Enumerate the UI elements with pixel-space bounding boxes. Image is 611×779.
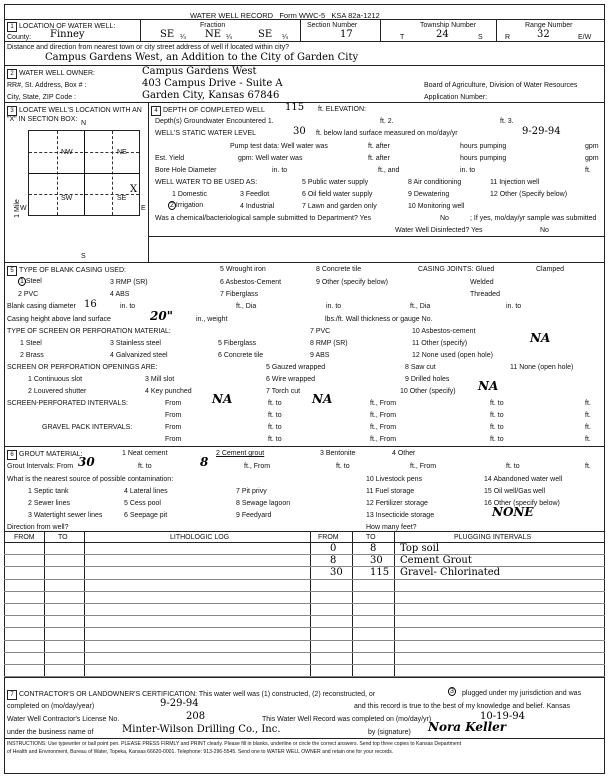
distance-value[interactable]: Campus Gardens West, an Addition to the City of Garden City: [45, 52, 359, 63]
yield-gpm: gpm: Well water was: [238, 155, 303, 162]
use-11[interactable]: 11 Injection well: [490, 179, 540, 186]
range-r: R: [505, 34, 511, 41]
near-11[interactable]: 11 Fuel storage: [366, 488, 415, 495]
grid-mile: 1 Mile: [13, 199, 21, 218]
depth-label: 4 DEPTH OF COMPLETED WELL: [151, 106, 265, 116]
true-label: and this record is true to the best of my knowledge and belief. Kansas: [354, 703, 570, 710]
diam-ftdia2: ft., Dia: [410, 303, 431, 310]
spi-label: SCREEN-PERFORATED INTERVALS:: [7, 400, 128, 407]
rule: [84, 531, 85, 677]
log-lith-header: LITHOLOGIC LOG: [170, 534, 230, 541]
business-value[interactable]: Minter-Wilson Drilling Co., Inc.: [122, 724, 281, 735]
form-title: WATER WELL RECORD Form WWC-5 KSA 82a-1212: [190, 11, 380, 20]
screen-na[interactable]: NA: [530, 331, 551, 345]
grout-ftto3: ft. to: [506, 463, 520, 470]
log-to-header: TO: [58, 534, 68, 541]
log-to2-header: TO: [366, 534, 376, 541]
spi-ftfrom: ft., From: [370, 400, 397, 407]
rule: [310, 531, 311, 677]
rule: [352, 531, 353, 677]
direction-label: Direction from well?: [7, 524, 69, 531]
license-label: Water Well Contractor's License No.: [7, 716, 120, 723]
screen-8[interactable]: 8 RMP (SR): [310, 340, 348, 347]
open-6[interactable]: 6 Wire wrapped: [266, 376, 316, 383]
gpi-ft: ft.: [585, 424, 591, 431]
screen-12[interactable]: 12 None used (open hole): [412, 352, 493, 359]
log-plug-header: PLUGGING INTERVALS: [454, 534, 532, 541]
spi-ftto2-2: ft. to: [490, 412, 504, 419]
elev-label: ft. ELEVATION:: [318, 106, 366, 113]
screen-1[interactable]: 1 Steel: [20, 340, 42, 347]
board-label: Board of Agriculture, Division of Water Resources: [424, 82, 578, 89]
open-8[interactable]: 8 Saw cut: [405, 364, 436, 371]
near-4[interactable]: 4 Lateral lines: [124, 488, 168, 495]
county-label: County:: [7, 34, 32, 41]
cert-plugged: plugged under my jurisdiction and was: [462, 690, 582, 697]
log-row-line: [4, 664, 605, 665]
chem-label: Was a chemical/bacteriological sample submitted to Department? Yes: [155, 215, 372, 222]
record-date[interactable]: 10-19-94: [480, 711, 525, 722]
distance-label: Distance and direction from nearest town or city street address of well if located within city?: [7, 44, 290, 51]
bore-into: in. to: [272, 167, 288, 174]
diam-ftdia: ft., Dia: [236, 303, 257, 310]
screen-4[interactable]: 4 Galvanized steel: [110, 352, 168, 359]
section-label: Section Number: [307, 22, 358, 29]
static-value[interactable]: 30: [293, 126, 306, 137]
chem-no[interactable]: No: [440, 215, 449, 222]
gw-ft3: ft. 3.: [500, 118, 514, 125]
app-label: Application Number:: [424, 94, 488, 101]
near-5[interactable]: 5 Cess pool: [124, 500, 161, 507]
open-5[interactable]: 5 Gauzed wrapped: [266, 364, 326, 371]
rule: [4, 19, 605, 20]
grout-to[interactable]: 8: [200, 455, 209, 469]
quarter: ¼: [180, 34, 186, 41]
completed-label: completed on (mo/day/year): [7, 703, 95, 710]
near-3[interactable]: 3 Watertight sewer lines: [28, 512, 103, 519]
spi-from-2: From: [165, 412, 182, 419]
rule: [44, 531, 45, 677]
s1-label: 1 LOCATION OF WATER WELL:: [7, 22, 115, 32]
instructions-2: of Health and Environment, Bureau of Water, Topeka, Kansas 66620-0001. Telephone: 913-296-5545. Send one to WATER WELL OWNER and retain one for your records.: [7, 749, 394, 755]
pump-gpm: gpm: [585, 143, 599, 150]
near-1[interactable]: 1 Septic tank: [28, 488, 69, 495]
height-label: Casing height above land surface: [7, 316, 111, 323]
casing-8[interactable]: 8 Concrete tile: [316, 266, 362, 273]
grid-se: SE: [117, 195, 127, 202]
casing-clamped[interactable]: Clamped: [536, 266, 565, 273]
grout-1[interactable]: 1 Neat cement: [122, 450, 168, 457]
plug-material[interactable]: Top soil: [400, 543, 440, 554]
grid-nw: NW: [61, 149, 73, 156]
grout-3[interactable]: 3 Bentonite: [320, 450, 356, 457]
rule: [4, 738, 605, 739]
use-1[interactable]: 1 Domestic: [172, 191, 208, 198]
near-13[interactable]: 13 Insecticide storage: [366, 512, 435, 519]
log-row-line: [4, 579, 605, 580]
range-value[interactable]: 32: [537, 29, 550, 40]
open-11[interactable]: 11 None (open hole): [510, 364, 574, 371]
gpi-from-2: From: [165, 436, 182, 443]
use-5[interactable]: 5 Public water supply: [302, 179, 369, 186]
near-6[interactable]: 6 Seepage pit: [124, 512, 168, 519]
signature-value[interactable]: Nora Keller: [428, 720, 507, 734]
casing-threaded[interactable]: Threaded: [470, 291, 500, 298]
log-row-line: [4, 566, 605, 567]
open-3[interactable]: 3 Mill slot: [145, 376, 175, 383]
record-label: This Water Well Record was completed on (mo/day/yr): [262, 716, 432, 723]
plug-material[interactable]: Gravel- Chlorinated: [400, 567, 501, 579]
spi-ftto2: ft. to: [490, 400, 504, 407]
near-7[interactable]: 7 Pit privy: [236, 488, 267, 495]
screen-2[interactable]: 2 Brass: [20, 352, 44, 359]
height-lbs: lbs./ft. Wall thickness or gauge No.: [325, 316, 433, 323]
spi-from: From: [165, 400, 182, 407]
fraction-1[interactable]: SE: [160, 29, 175, 40]
grout-ft: ft.: [585, 463, 591, 470]
use-9[interactable]: 9 Dewatering: [408, 191, 450, 198]
grout-ftto: ft. to: [138, 463, 152, 470]
casing-4[interactable]: 4 ABS: [110, 291, 130, 298]
rule: [4, 446, 605, 447]
license-value[interactable]: 208: [186, 711, 206, 722]
log-row-line: [4, 603, 605, 604]
log-row-line: [4, 591, 605, 592]
fraction-2[interactable]: NE: [205, 29, 222, 40]
use-6[interactable]: 6 Oil field water supply: [302, 191, 373, 198]
plug-from[interactable]: 0: [330, 543, 337, 554]
near-none[interactable]: NONE: [492, 505, 534, 519]
bore-into2: in. to: [460, 167, 476, 174]
gpi-ftto: ft. to: [268, 424, 282, 431]
yield-label: Est. Yield: [155, 155, 185, 162]
grout-ftto2: ft. to: [336, 463, 350, 470]
gpi-ftfrom-2: ft., From: [370, 436, 397, 443]
screen-label: TYPE OF SCREEN OR PERFORATION MATERIAL:: [7, 328, 171, 335]
cert-circled[interactable]: 3: [450, 688, 454, 695]
rule: [4, 677, 605, 678]
log-row-line: [4, 627, 605, 628]
spi-ft: ft.: [585, 400, 591, 407]
spi-ftto: ft. to: [268, 400, 282, 407]
grout-4[interactable]: 4 Other: [392, 450, 416, 457]
signature-label: by (signature): [368, 729, 411, 736]
grid-n: N: [81, 120, 87, 127]
casing-5[interactable]: 5 Wrought iron: [220, 266, 266, 273]
rule: [4, 102, 605, 103]
pump-after: ft. after: [368, 143, 390, 150]
near-16[interactable]: 16 Other (specify below): [484, 500, 560, 507]
rule: [496, 19, 497, 41]
business-label: under the business name of: [7, 729, 94, 736]
rule: [4, 262, 605, 263]
depth-value[interactable]: 115: [285, 102, 305, 113]
rule: [4, 41, 605, 42]
open-7[interactable]: 7 Torch cut: [266, 388, 301, 395]
grid-w: W: [20, 205, 27, 212]
section-value[interactable]: 17: [340, 29, 353, 40]
diam-into: in. to: [120, 303, 136, 310]
near-14[interactable]: 14 Abandoned water well: [484, 476, 563, 483]
section-grid[interactable]: [28, 130, 140, 216]
screen-7[interactable]: 7 PVC: [310, 328, 331, 335]
township-label: Township Number: [420, 22, 477, 29]
s7-label: 7 CONTRACTOR'S OR LANDOWNER'S CERTIFICATION: This water well was (1) constructed, (2) reconstructed, or: [7, 690, 375, 700]
grid-e: E: [141, 205, 146, 212]
casing-1[interactable]: 1 Steel: [20, 278, 42, 285]
rule: [4, 542, 605, 543]
s6-label: 6 GROUT MATERIAL:: [7, 450, 83, 460]
nearest-label: What is the nearest source of possible contamination:: [7, 476, 174, 483]
grout-from[interactable]: 30: [78, 455, 95, 469]
use-8[interactable]: 8 Air conditioning: [408, 179, 462, 186]
gpi-from: From: [165, 424, 182, 431]
open-na[interactable]: NA: [478, 379, 499, 393]
howmany-label: How many feet?: [366, 524, 417, 531]
near-9[interactable]: 9 Feedyard: [236, 512, 272, 519]
spi-ftfrom-2: ft., From: [370, 412, 397, 419]
owner-value[interactable]: Campus Gardens West: [142, 66, 257, 77]
grout-2[interactable]: 2 Cement grout: [216, 450, 265, 457]
quarter: ¼: [226, 34, 232, 41]
range-ew: E/W: [578, 34, 592, 41]
open-10[interactable]: 10 Other (specify): [400, 388, 456, 395]
chem-ifyes: ; If yes, mo/day/yr sample was submitted: [470, 215, 597, 222]
instructions-1: INSTRUCTIONS: Use typewriter or ball point pen. PLEASE PRESS FIRMLY and PRINT clearly. Please fill in blanks, underline or circle the correct answers. Send top three copies to Kansas Department: [7, 741, 462, 747]
grout-intervals: Grout Intervals: From: [7, 463, 74, 470]
casing-7[interactable]: 7 Fiberglass: [220, 291, 259, 298]
gpi-ftto2: ft. to: [490, 424, 504, 431]
log-row-line: [4, 615, 605, 616]
fraction-label: Fraction: [200, 22, 226, 29]
pump-hours: hours pumping: [460, 143, 507, 150]
plug-to[interactable]: 8: [370, 543, 377, 554]
near-10[interactable]: 10 Livestock pens: [366, 476, 423, 483]
township-value[interactable]: 24: [436, 29, 449, 40]
screen-10[interactable]: 10 Asbestos-cement: [412, 328, 476, 335]
s3-label: 3 LOCATE WELL'S LOCATION WITH AN "X" IN SECTION BOX:: [7, 107, 142, 123]
bore-label: Bore Hole Diameter: [155, 167, 217, 174]
use-2[interactable]: 2 Irrigation: [170, 202, 204, 209]
near-12[interactable]: 12 Fertilizer storage: [366, 500, 428, 507]
spi-ftto-2: ft. to: [268, 412, 282, 419]
township-t: T: [400, 34, 405, 41]
use-label: WELL WATER TO BE USED AS:: [155, 179, 258, 186]
range-label: Range Number: [525, 22, 573, 29]
rule: [148, 236, 605, 237]
s5-label: 5 TYPE OF BLANK CASING USED:: [7, 266, 126, 276]
screen-9[interactable]: 9 ABS: [310, 352, 330, 359]
bore-ft: ft.: [585, 167, 591, 174]
log-from-header: FROM: [14, 534, 35, 541]
screen-5[interactable]: 5 Fiberglass: [218, 340, 257, 347]
grid-x-mark: X: [130, 184, 138, 195]
log-row-line: [4, 652, 605, 653]
diam-value[interactable]: 16: [84, 299, 97, 310]
use-7[interactable]: 7 Lawn and garden only: [302, 203, 377, 210]
spi-na-1[interactable]: NA: [212, 392, 233, 406]
rule: [4, 65, 605, 66]
use-12[interactable]: 12 Other (Specify below): [490, 191, 568, 198]
grout-ftfrom2: ft., From: [410, 463, 437, 470]
screen-6[interactable]: 6 Concrete tile: [218, 352, 264, 359]
near-2[interactable]: 2 Sewer lines: [28, 500, 71, 507]
disinfected-no[interactable]: No: [540, 227, 549, 234]
open-label: SCREEN OR PERFORATION OPENINGS ARE:: [7, 364, 158, 371]
gw-ft2: ft. 2.: [380, 118, 394, 125]
gpi-label: GRAVEL PACK INTERVALS:: [42, 424, 133, 431]
use-10[interactable]: 10 Monitoring well: [408, 203, 465, 210]
screen-3[interactable]: 3 Stainless steel: [110, 340, 161, 347]
plug-from[interactable]: 8: [330, 555, 337, 567]
plug-material[interactable]: Cement Grout: [400, 555, 472, 567]
grout-ftfrom: ft., From: [244, 463, 271, 470]
log-row-line: [4, 554, 605, 555]
city-label: City, State, ZIP Code :: [7, 94, 76, 101]
static-rest: ft. below land surface measured on mo/day/yr: [316, 130, 458, 137]
yield-after: ft. after: [368, 155, 390, 162]
screen-11[interactable]: 11 Other (specify): [412, 340, 468, 347]
static-date[interactable]: 9-29-94: [522, 126, 561, 137]
plug-to[interactable]: 30: [370, 555, 383, 567]
plug-to[interactable]: 115: [370, 567, 390, 579]
rule: [140, 19, 141, 41]
height-weight: in., weight: [196, 316, 228, 323]
pump-label: Pump test data: Well water was: [230, 143, 328, 150]
use-3[interactable]: 3 Feedlot: [240, 191, 270, 198]
grid-sw: SW: [61, 195, 73, 202]
township-s: S: [478, 34, 483, 41]
log-from2-header: FROM: [318, 534, 339, 541]
rule: [300, 19, 301, 41]
near-15[interactable]: 15 Oil well/Gas well: [484, 488, 546, 495]
diam-label: Blank casing diameter: [7, 303, 76, 310]
yield-hours: hours pumping: [460, 155, 507, 162]
open-1[interactable]: 1 Continuous slot: [28, 376, 83, 383]
open-9[interactable]: 9 Drilled holes: [405, 376, 450, 383]
gpi-ftfrom: ft., From: [370, 424, 397, 431]
casing-9[interactable]: 9 Other (specify below): [316, 279, 388, 286]
grid-ne: NE: [117, 149, 127, 156]
rule: [148, 102, 149, 262]
casing-welded[interactable]: Welded: [470, 279, 494, 286]
gpi-ft-2: ft.: [585, 436, 591, 443]
disinfected-label: Water Well Disinfected? Yes: [395, 227, 483, 234]
completed-date[interactable]: 9-29-94: [160, 698, 199, 709]
static-label: WELL'S STATIC WATER LEVEL: [155, 130, 257, 137]
open-4[interactable]: 4 Key punched: [145, 388, 192, 395]
log-row-line: [4, 640, 605, 641]
rule: [394, 531, 395, 677]
yield-gpm2: gpm: [585, 155, 599, 162]
near-8[interactable]: 8 Sewage lagoon: [236, 500, 291, 507]
gpi-ftto-2: ft. to: [268, 436, 282, 443]
fraction-3[interactable]: SE: [258, 29, 273, 40]
casing-3[interactable]: 3 RMP (SR): [110, 279, 148, 286]
quarter: ¼: [282, 34, 288, 41]
casing-joints: CASING JOINTS: Glued: [418, 266, 495, 273]
gpi-ftto2-2: ft. to: [490, 436, 504, 443]
rule: [4, 531, 605, 532]
bore-ftand: ft., and: [378, 167, 400, 174]
casing-6[interactable]: 6 Asbestos-Cement: [220, 279, 282, 286]
rule: [380, 19, 381, 41]
gw-label: Depth(s) Groundwater Encountered 1.: [155, 118, 274, 125]
plug-from[interactable]: 30: [330, 567, 343, 579]
spi-na-2[interactable]: NA: [312, 392, 333, 406]
diam-into3: in. to: [506, 303, 522, 310]
city-value[interactable]: Garden City, Kansas 67846: [142, 90, 280, 101]
use-4[interactable]: 4 Industrial: [240, 203, 275, 210]
s2-label: 2 WATER WELL OWNER:: [7, 69, 95, 79]
spi-ft-2: ft.: [585, 412, 591, 419]
address-label: RR#, St. Address, Box # :: [7, 82, 87, 89]
height-value[interactable]: 20": [150, 309, 173, 323]
grid-s: S: [81, 253, 86, 260]
address-value[interactable]: 403 Campus Drive - Suite A: [142, 78, 283, 89]
casing-2[interactable]: 2 PVC: [18, 291, 39, 298]
diam-into2: in. to: [326, 303, 342, 310]
open-2[interactable]: 2 Louvered shutter: [28, 388, 87, 395]
county-value[interactable]: Finney: [50, 29, 85, 40]
